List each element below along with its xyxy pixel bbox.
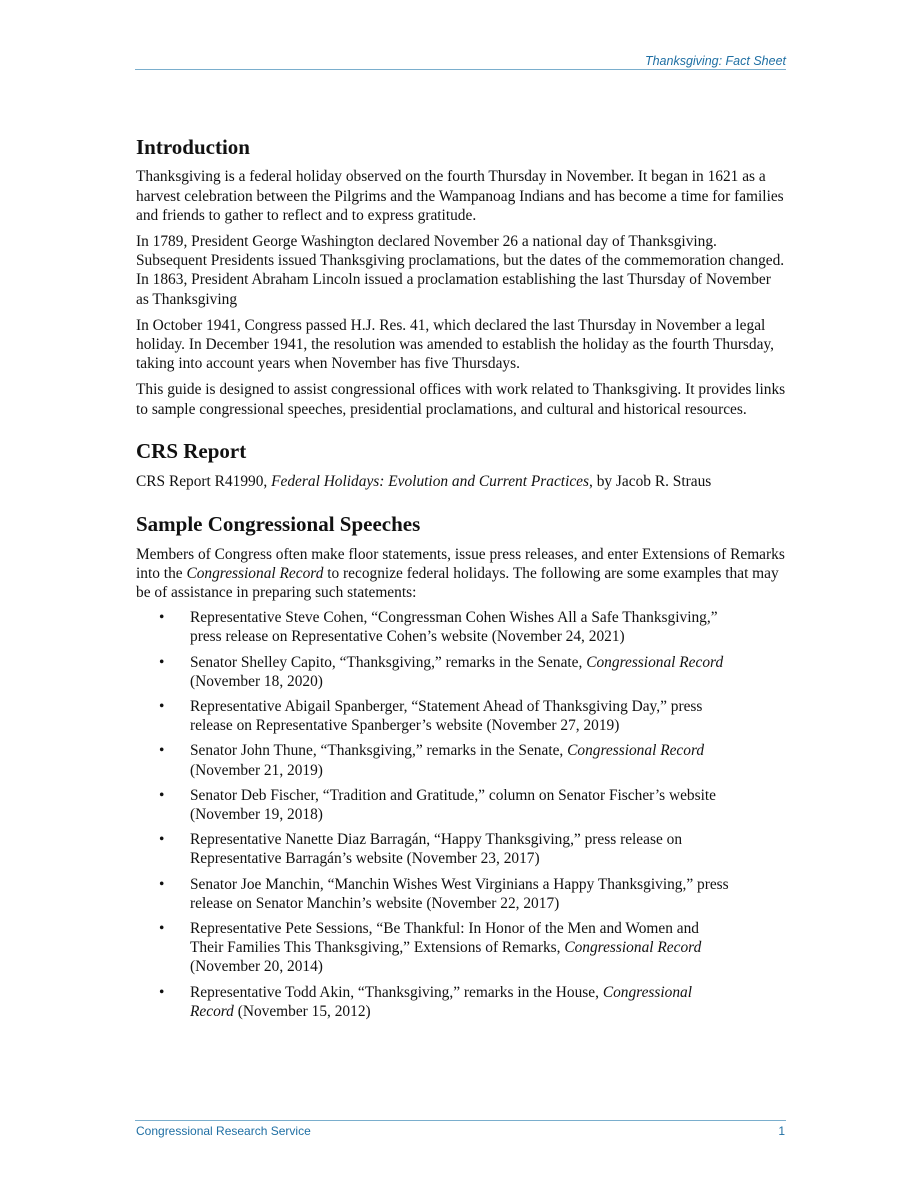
- bullet: •: [159, 831, 165, 849]
- speech-list-item[interactable]: • Representative Pete Sessions, “Be Thankful: In Honor of the Men and Women and Their Families This Thanksgiving,” Extensions of Remarks, Congressional Record (November 20, 2014): [159, 919, 702, 976]
- speech-list-item[interactable]: • Senator John Thune, “Thanksgiving,” remarks in the Senate, Congressional Record (November 21, 2019): [159, 742, 705, 779]
- speech-list-item[interactable]: • Representative Abigail Spanberger, “Statement Ahead of Thanksgiving Day,” press release on Representative Spanberger’s website (November 27, 2019): [159, 697, 703, 735]
- bullet: •: [159, 697, 165, 715]
- speech-list-item[interactable]: • Representative Steve Cohen, “Congressman Cohen Wishes All a Safe Thanksgiving,” press release on Representative Cohen’s website (November 24, 2021): [159, 609, 718, 646]
- bullet: •: [159, 875, 165, 893]
- speech-list-item[interactable]: • Representative Nanette Diaz Barragán, “Happy Thanksgiving,” press release on Representative Barragán’s website (November 23, 2017): [159, 831, 683, 868]
- header-rule: [135, 69, 786, 70]
- footer-rule: [135, 1120, 786, 1121]
- sample-speeches-heading: Sample Congressional Speeches: [136, 512, 421, 537]
- bullet: •: [159, 983, 165, 1001]
- bullet: •: [159, 609, 165, 627]
- intro-paragraph: Thanksgiving is a federal holiday observed on the fourth Thursday in November. It began in 1621 as a harvest celebration between the Pilgrims and the Wampanoag Indians and has become a time for families and friends to gather to reflect and to express gratitude.: [136, 168, 784, 224]
- document-body: [136, 128, 786, 1027]
- bullet: •: [159, 742, 165, 760]
- introduction-heading: Introduction: [136, 135, 250, 159]
- speech-list-item[interactable]: • Representative Todd Akin, “Thanksgiving,” remarks in the House, Congressional Record (November 15, 2012): [159, 983, 693, 1020]
- speech-list-item[interactable]: • Senator Joe Manchin, “Manchin Wishes West Virginians a Happy Thanksgiving,” press release on Senator Manchin’s website (November 22, 2017): [159, 875, 729, 912]
- bullet: •: [159, 786, 165, 804]
- intro-paragraph: In 1789, President George Washington declared November 26 a national day of Thanksgiving. Subsequent Presidents issued Thanksgiving proclamations, but the dates of the commemoration changed. In 1863, President Abraham Lincoln issued a proclamation establishing the last Thursday of November as Thanksgiving: [136, 232, 785, 308]
- speeches-intro: Members of Congress often make floor statements, issue press releases, and enter Extensions of Remarks into the Congressional Record to recognize federal holidays. The following are some examples that may be of assistance in preparing such statements:: [136, 545, 785, 601]
- running-header-title: Thanksgiving: Fact Sheet: [644, 54, 786, 68]
- speech-list-item[interactable]: • Senator Shelley Capito, “Thanksgiving,” remarks in the Senate, Congressional Record (November 18, 2020): [159, 653, 724, 690]
- footer-organization: Congressional Research Service: [136, 1124, 311, 1138]
- bullet: •: [159, 919, 165, 937]
- intro-paragraph: In October 1941, Congress passed H.J. Res. 41, which declared the last Thursday in November a legal holiday. In December 1941, the resolution was amended to establish the holiday as the fourth Thursday, taking into account years when November has five Thursdays.: [136, 316, 774, 373]
- crs-report-title[interactable]: Federal Holidays: Evolution and Current Practices: [271, 473, 589, 491]
- crs-report-heading: CRS Report: [136, 438, 247, 463]
- page-number: 1: [778, 1124, 785, 1138]
- speech-list: [136, 608, 786, 1021]
- intro-paragraph: This guide is designed to assist congressional offices with work related to Thanksgiving. It provides links to sample congressional speeches, presidential proclamations, and cultural and historical resources.: [136, 381, 786, 418]
- bullet: •: [159, 653, 165, 671]
- speech-list-item[interactable]: • Senator Deb Fischer, “Tradition and Gratitude,” column on Senator Fischer’s website (November 19, 2018): [159, 786, 716, 823]
- crs-report-citation: CRS Report R41990, Federal Holidays: Evolution and Current Practices, by Jacob R. Straus: [136, 473, 712, 491]
